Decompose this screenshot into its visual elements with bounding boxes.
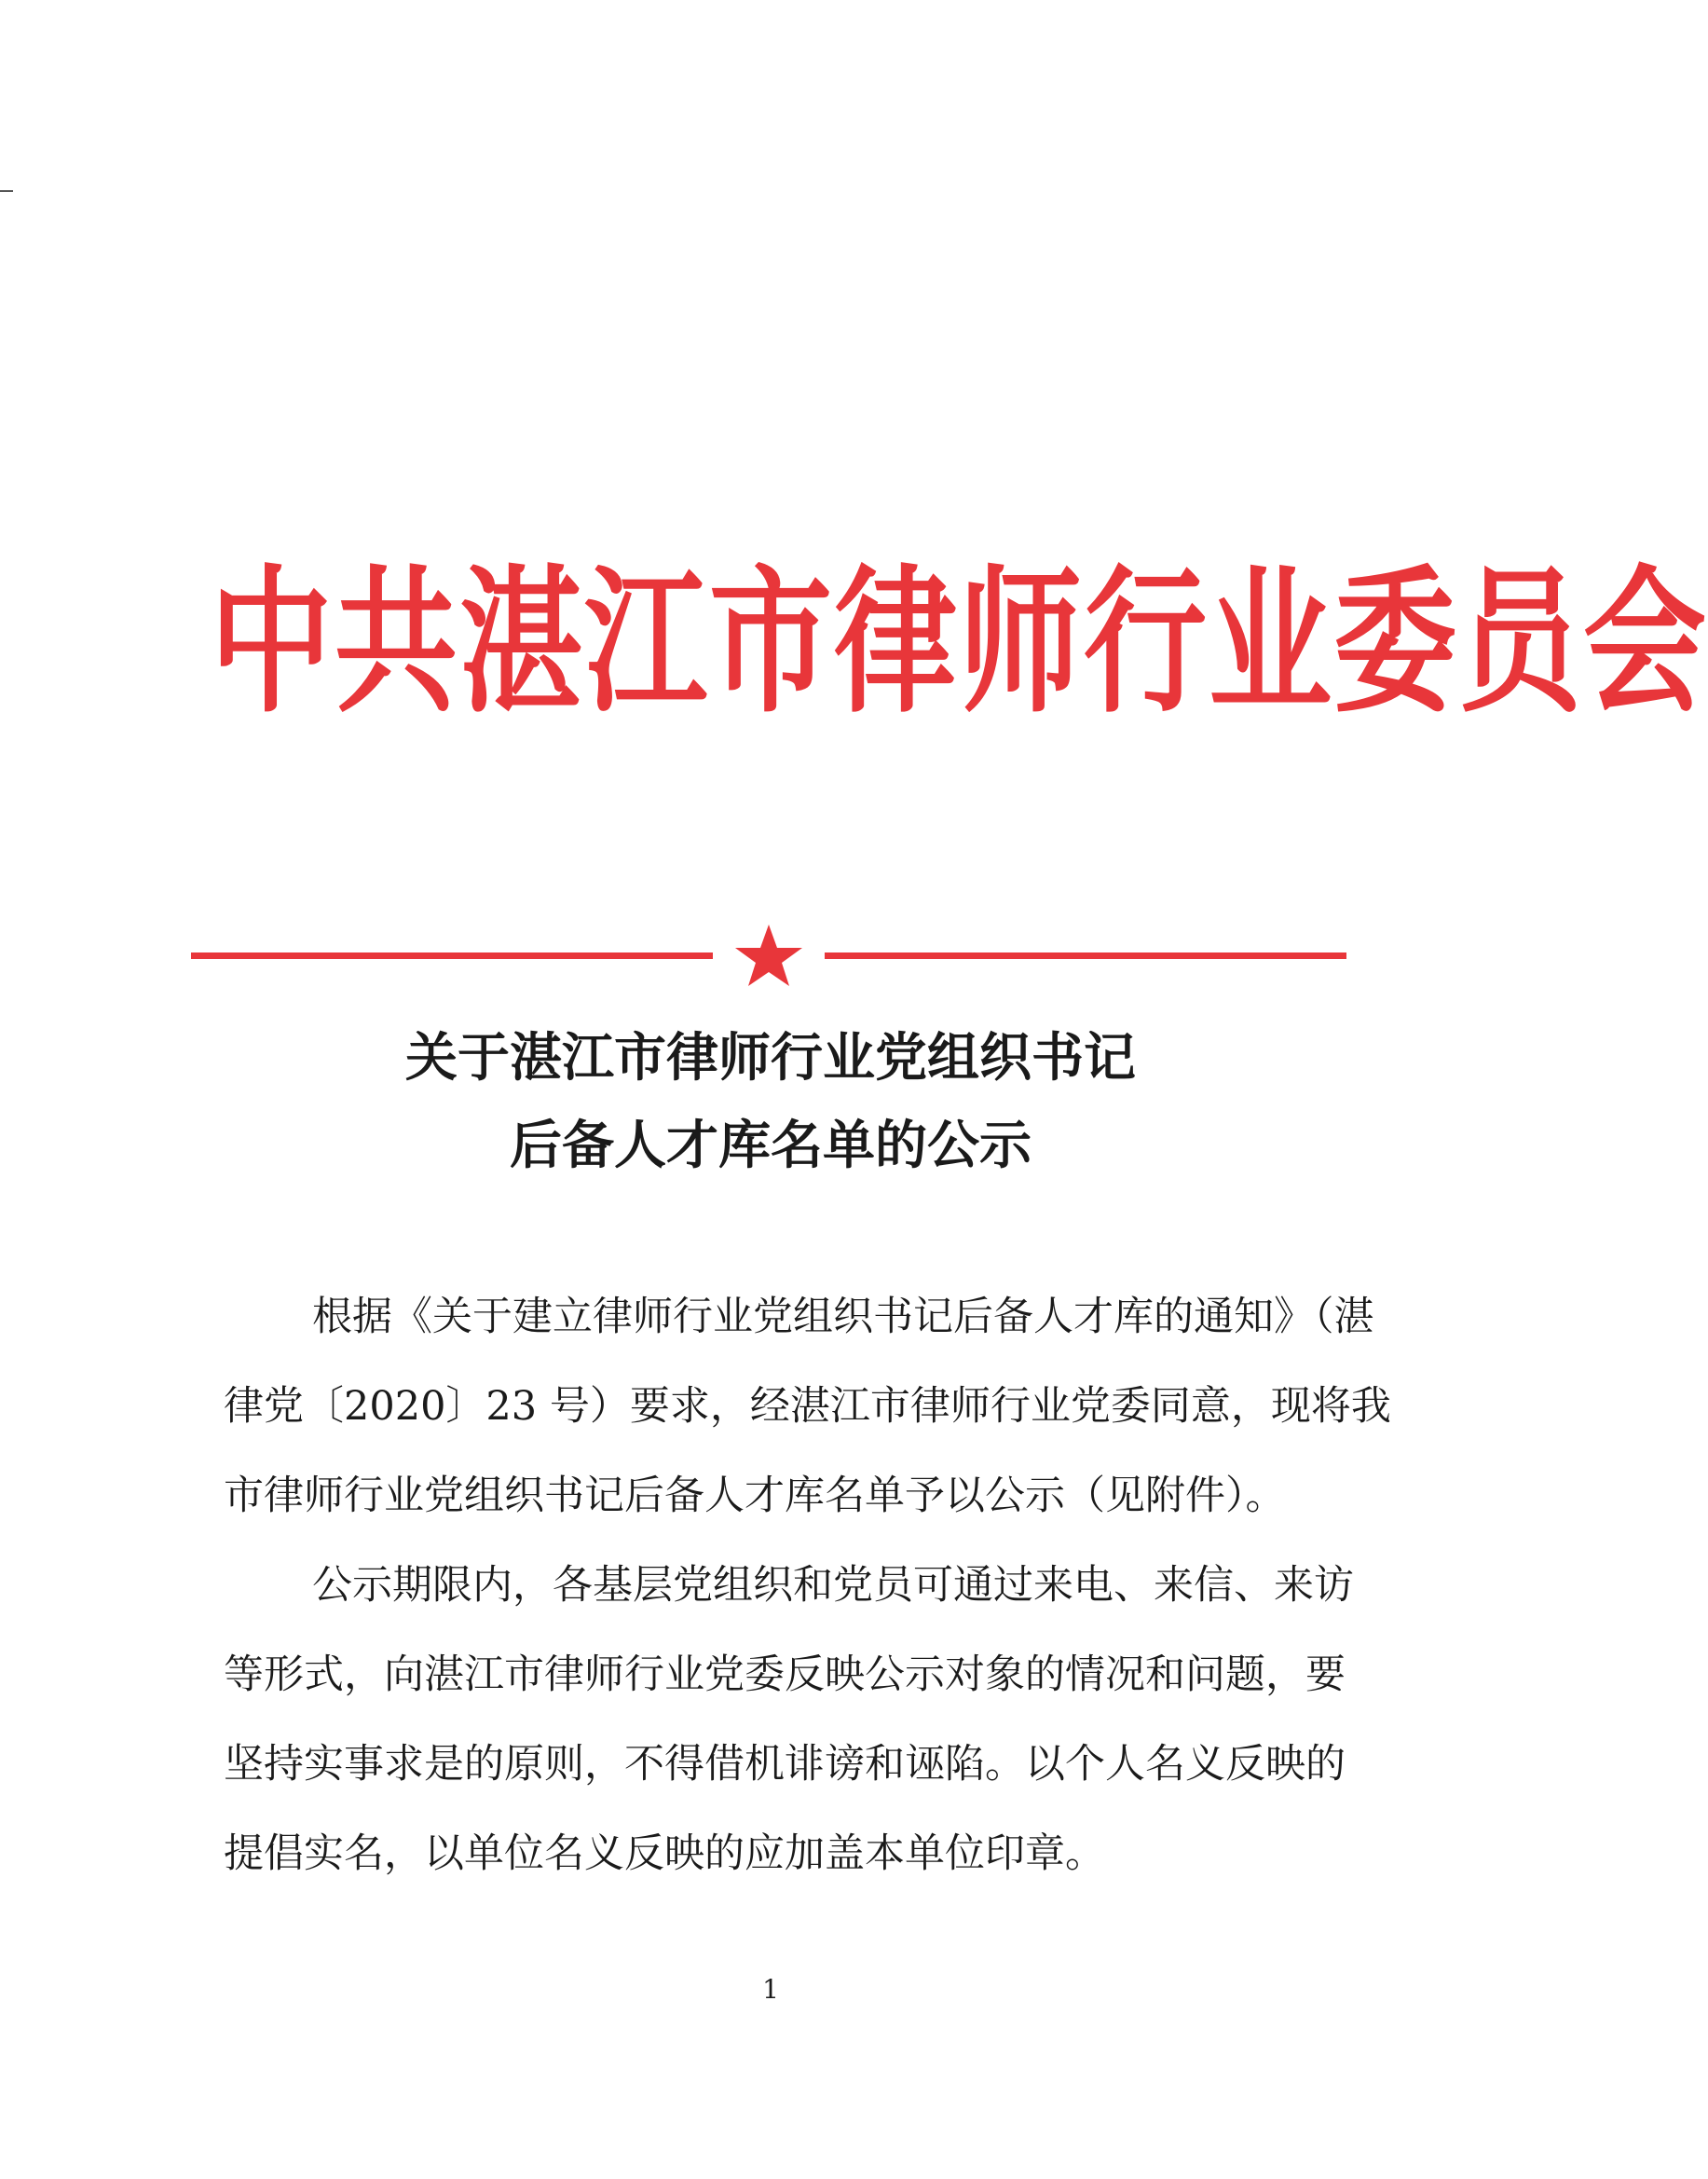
body-line: 提倡实名，以单位名义反映的应加盖本单位印章。 — [224, 1830, 1105, 1877]
document-title-line-2: 后备人才库名单的公示 — [510, 1116, 1032, 1176]
red-star-icon — [731, 923, 806, 988]
red-divider — [191, 923, 1346, 988]
page-number: 1 — [762, 1974, 779, 2005]
body-line: 等形式，向湛江市律师行业党委反映公示对象的情况和问题，要 — [224, 1651, 1346, 1698]
divider-line-left — [191, 952, 713, 959]
body-line: 律党〔2020〕23 号）要求，经湛江市律师行业党委同意，现将我 — [224, 1383, 1391, 1430]
body-line: 公示期限内，各基层党组织和党员可通过来电、来信、来访 — [312, 1562, 1354, 1609]
document-title-line-1: 关于湛江市律师行业党组织书记 — [405, 1028, 1136, 1089]
scan-edge-mark — [0, 190, 13, 192]
body-line: 坚持实事求是的原则，不得借机诽谤和诬陷。以个人名义反映的 — [224, 1741, 1346, 1788]
red-header-org-name: 中共湛江市律师行业委员会 — [210, 551, 1708, 735]
body-line: 根据《关于建立律师行业党组织书记后备人才库的通知》（湛 — [312, 1294, 1374, 1340]
body-line: 市律师行业党组织书记后备人才库名单予以公示（见附件）。 — [224, 1473, 1286, 1519]
divider-line-right — [825, 952, 1346, 959]
